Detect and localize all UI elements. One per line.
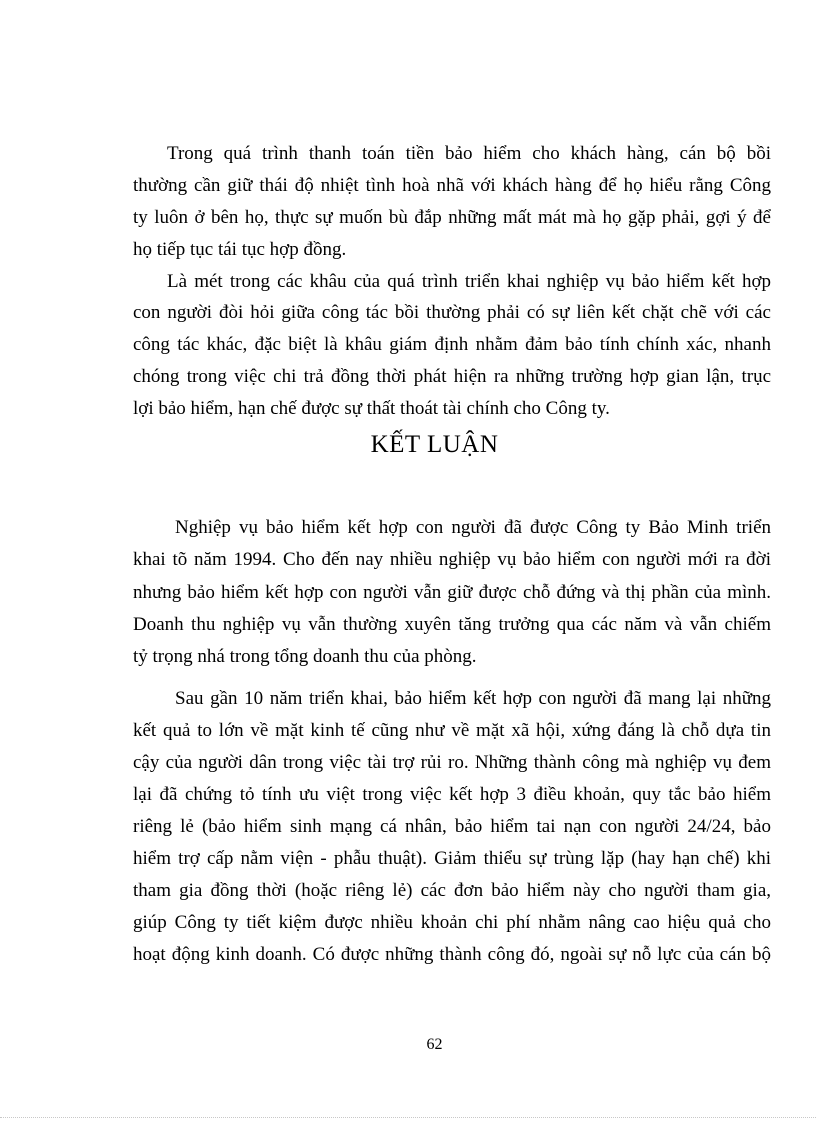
paragraph-line: riêng lẻ (bảo hiểm sinh mạng cá nhân, bảo hiểm tai nạn con người 24/24, bảo <box>133 816 771 837</box>
page-number: 62 <box>426 1036 443 1053</box>
paragraph-line: công tác khác, đặc biệt là khâu giám định nhằm đảm bảo tính chính xác, nhanh <box>133 334 771 355</box>
paragraph-line: giúp Công ty tiết kiệm được nhiều khoản chi phí nhằm nâng cao hiệu quả cho <box>133 912 771 933</box>
paragraph-line: chóng trong việc chi trả đồng thời phát hiện ra những trường hợp gian lận, trục <box>133 366 771 387</box>
paragraph-line: Nghiệp vụ bảo hiểm kết hợp con người đã được Công ty Bảo Minh triển <box>175 517 771 538</box>
paragraph-line: kết quả to lớn về mặt kinh tế cũng như về mặt xã hội, xứng đáng là chỗ dựa tin <box>133 720 771 741</box>
paragraph-line: Sau gần 10 năm triển khai, bảo hiểm kết hợp con người đã mang lại những <box>175 688 771 709</box>
paragraph-line: ty luôn ở bên họ, thực sự muốn bù đắp những mất mát mà họ gặp phải, gợi ý để <box>133 207 771 228</box>
paragraph-line: cậy của người dân trong việc tài trợ rủi ro. Những thành công mà nghiệp vụ đem <box>133 752 771 773</box>
paragraph-line: con người đòi hỏi giữa công tác bồi thường phải có sự liên kết chặt chẽ với các <box>133 302 771 323</box>
paragraph-line: Là mét trong các khâu của quá trình triển khai nghiệp vụ bảo hiểm kết hợp <box>167 271 771 292</box>
paragraph-line: hoạt động kinh doanh. Có được những thành công đó, ngoài sự nỗ lực của cán bộ <box>133 944 771 965</box>
paragraph-line: lại đã chứng tỏ tính ưu việt trong việc kết hợp 3 điều khoản, quy tắc bảo hiểm <box>133 784 771 805</box>
paragraph-line: khai tõ năm 1994. Cho đến nay nhiều nghiệp vụ bảo hiểm con người mới ra đời <box>133 549 771 570</box>
paragraph-line: thường cần giữ thái độ nhiệt tình hoà nhã với khách hàng để họ hiểu rằng Công <box>133 175 771 196</box>
paragraph-line: tỷ trọng nhá trong tổng doanh thu của phòng. <box>133 646 477 667</box>
paragraph-line: nhưng bảo hiểm kết hợp con người vẫn giữ được chỗ đứng và thị phần của mình. <box>133 582 771 603</box>
paragraph-line: họ tiếp tục tái tục hợp đồng. <box>133 239 347 260</box>
paragraph-line: tham gia đồng thời (hoặc riêng lẻ) các đơn bảo hiểm này cho người tham gia, <box>133 880 771 901</box>
paragraph-line: Doanh thu nghiệp vụ vẫn thường xuyên tăng trưởng qua các năm và vẫn chiếm <box>133 614 771 635</box>
paragraph-line: lợi bảo hiểm, hạn chế được sự thất thoát tài chính cho Công ty. <box>133 398 610 419</box>
section-heading: KẾT LUẬN <box>370 431 499 458</box>
paragraph-line: hiểm trợ cấp nằm viện - phẫu thuật). Giảm thiểu sự trùng lặp (hay hạn chế) khi <box>133 848 771 869</box>
paragraph-line: Trong quá trình thanh toán tiền bảo hiểm cho khách hàng, cán bộ bồi <box>167 143 771 164</box>
page-bottom-rule <box>0 1117 816 1118</box>
